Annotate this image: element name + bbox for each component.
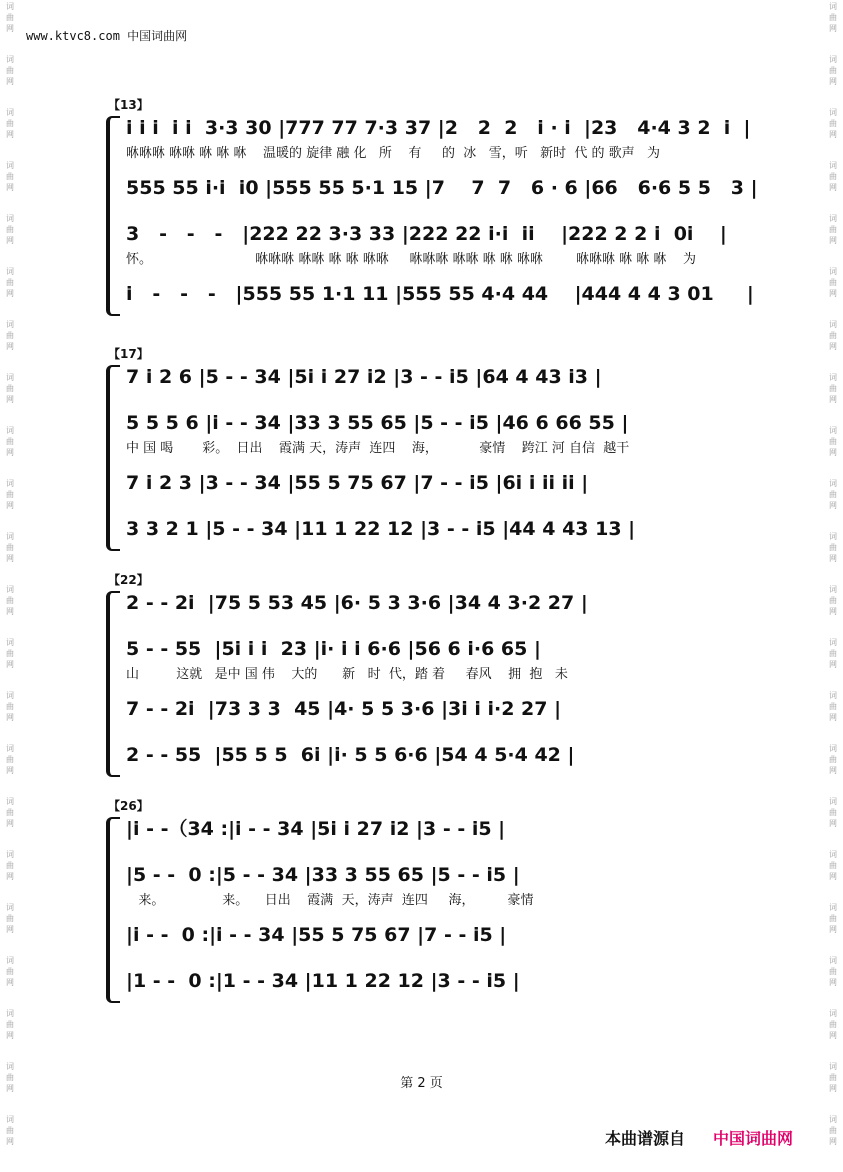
watermark-glyph: 网	[829, 77, 837, 86]
watermark-glyph: 词	[6, 426, 14, 435]
header-site-url: www.ktvc8.com 中国词曲网	[26, 29, 188, 43]
watermark-glyph: 曲	[6, 755, 14, 764]
watermark-glyph: 网	[829, 766, 837, 775]
watermark-glyph: 曲	[6, 702, 14, 711]
watermark-glyph: 词	[829, 479, 837, 488]
watermark-glyph: 曲	[6, 808, 14, 817]
watermark-glyph: 曲	[829, 914, 837, 923]
watermark-glyph: 词	[829, 903, 837, 912]
watermark-glyph: 曲	[6, 66, 14, 75]
watermark-glyph: 曲	[6, 649, 14, 658]
watermark-glyph: 网	[829, 925, 837, 934]
watermark-glyph: 曲	[829, 331, 837, 340]
watermark-glyph: 词	[6, 903, 14, 912]
lyric-line: 中 国 喝 彩。 日出 霞满 天，涛声 连四 海， 豪情 跨江 河 自信 越干	[126, 441, 630, 456]
left-watermark-column	[0, 0, 20, 1172]
notation-line: 7 i 2 6 |5 - - 34 |5i i 27 i2 |3 - - i5 |64 4 43 i3 |	[126, 366, 602, 388]
watermark-glyph: 词	[6, 1062, 14, 1071]
watermark-glyph: 曲	[6, 119, 14, 128]
watermark-glyph: 网	[829, 1137, 837, 1146]
watermark-glyph: 曲	[829, 225, 837, 234]
notation-line: i - - - |555 55 1·1 11 |555 55 4·4 44 |444 4 4 3 01 |	[126, 283, 754, 305]
watermark-glyph: 曲	[829, 278, 837, 287]
watermark-glyph: 词	[829, 426, 837, 435]
watermark-glyph: 网	[6, 978, 14, 987]
watermark-glyph: 曲	[829, 437, 837, 446]
watermark-glyph: 曲	[6, 596, 14, 605]
source-label: 本曲谱源自	[605, 1129, 686, 1148]
source-site-link[interactable]: 中国词曲网	[713, 1129, 794, 1148]
watermark-glyph: 曲	[6, 331, 14, 340]
notation-line: 3 - - - |222 22 3·3 33 |222 22 i·i ii |222 2 2 i 0i |	[126, 223, 727, 245]
watermark-glyph: 曲	[6, 967, 14, 976]
watermark-glyph: 网	[829, 1031, 837, 1040]
watermark-glyph: 网	[6, 183, 14, 192]
watermark-glyph: 词	[829, 691, 837, 700]
watermark-glyph: 网	[6, 342, 14, 351]
watermark-glyph: 网	[829, 289, 837, 298]
notation-line: 5 5 5 6 |i - - 34 |33 3 55 65 |5 - - i5 |46 6 66 55 |	[126, 412, 629, 434]
watermark-glyph: 曲	[829, 755, 837, 764]
watermark-glyph: 词	[829, 2, 837, 11]
watermark-glyph: 网	[6, 236, 14, 245]
watermark-glyph: 曲	[829, 384, 837, 393]
watermark-glyph: 网	[6, 24, 14, 33]
measure-number-label: 【13】	[108, 98, 149, 112]
watermark-glyph: 曲	[6, 861, 14, 870]
system-brace	[106, 817, 120, 1003]
watermark-glyph: 曲	[829, 172, 837, 181]
watermark-glyph: 网	[829, 872, 837, 881]
watermark-glyph: 网	[6, 289, 14, 298]
watermark-glyph: 词	[829, 1009, 837, 1018]
watermark-glyph: 网	[829, 24, 837, 33]
watermark-glyph: 网	[829, 819, 837, 828]
watermark-glyph: 词	[829, 797, 837, 806]
watermark-glyph: 词	[6, 1115, 14, 1124]
watermark-glyph: 词	[6, 744, 14, 753]
watermark-glyph: 曲	[6, 278, 14, 287]
watermark-glyph: 曲	[829, 649, 837, 658]
watermark-glyph: 词	[6, 214, 14, 223]
watermark-glyph: 曲	[829, 13, 837, 22]
watermark-glyph: 曲	[829, 543, 837, 552]
notation-line: 3 3 2 1 |5 - - 34 |11 1 22 12 |3 - - i5 |44 4 43 13 |	[126, 518, 636, 540]
watermark-glyph: 网	[829, 448, 837, 457]
watermark-glyph: 词	[6, 161, 14, 170]
watermark-glyph: 曲	[6, 490, 14, 499]
watermark-glyph: 词	[829, 1115, 837, 1124]
watermark-glyph: 网	[6, 1084, 14, 1093]
notation-line: 7 - - 2i |73 3 3 45 |4· 5 5 3·6 |3i i i·2 27 |	[126, 698, 562, 720]
watermark-glyph: 网	[6, 77, 14, 86]
notation-line: 2 - - 55 |55 5 5 6i |i· 5 5 6·6 |54 4 5·4 42 |	[126, 744, 575, 766]
notation-line: 555 55 i·i i0 |555 55 5·1 15 |7 7 7 6 · 6 |66 6·6 5 5 3 |	[126, 177, 758, 199]
watermark-glyph: 网	[6, 713, 14, 722]
watermark-glyph: 词	[6, 1009, 14, 1018]
measure-number-label: 【26】	[108, 799, 149, 813]
watermark-glyph: 网	[829, 342, 837, 351]
watermark-glyph: 网	[829, 236, 837, 245]
watermark-glyph: 词	[829, 373, 837, 382]
watermark-glyph: 网	[829, 978, 837, 987]
watermark-glyph: 网	[6, 1137, 14, 1146]
watermark-glyph: 曲	[829, 119, 837, 128]
system-brace	[106, 116, 120, 316]
watermark-glyph: 曲	[6, 172, 14, 181]
watermark-glyph: 曲	[6, 437, 14, 446]
watermark-glyph: 词	[6, 2, 14, 11]
watermark-glyph: 曲	[6, 914, 14, 923]
watermark-glyph: 网	[829, 183, 837, 192]
watermark-glyph: 网	[6, 130, 14, 139]
notation-line: |i - - 0 :|i - - 34 |55 5 75 67 |7 - - i5 |	[126, 924, 507, 946]
watermark-glyph: 词	[829, 214, 837, 223]
lyric-line: 来。 来。 日出 霞满 天，涛声 连四 海， 豪情	[126, 893, 534, 908]
watermark-glyph: 曲	[829, 1073, 837, 1082]
notation-line: 7 i 2 3 |3 - - 34 |55 5 75 67 |7 - - i5 |6i i ii ii |	[126, 472, 589, 494]
watermark-glyph: 词	[6, 956, 14, 965]
watermark-glyph: 网	[829, 554, 837, 563]
watermark-glyph: 网	[829, 660, 837, 669]
watermark-glyph: 词	[6, 585, 14, 594]
watermark-glyph: 网	[6, 660, 14, 669]
system-brace	[106, 365, 120, 551]
watermark-glyph: 词	[6, 320, 14, 329]
watermark-glyph: 词	[829, 956, 837, 965]
watermark-glyph: 曲	[829, 861, 837, 870]
watermark-glyph: 词	[829, 638, 837, 647]
watermark-glyph: 词	[6, 373, 14, 382]
notation-line: |5 - - 0 :|5 - - 34 |33 3 55 65 |5 - - i5 |	[126, 864, 520, 886]
page-number: 第 2 页	[400, 1076, 443, 1091]
watermark-glyph: 网	[829, 395, 837, 404]
watermark-glyph: 词	[6, 797, 14, 806]
watermark-glyph: 词	[6, 267, 14, 276]
watermark-glyph: 词	[829, 108, 837, 117]
watermark-glyph: 网	[6, 872, 14, 881]
watermark-glyph: 词	[6, 479, 14, 488]
notation-line: 2 - - 2i |75 5 53 45 |6· 5 3 3·6 |34 4 3·2 27 |	[126, 592, 588, 614]
watermark-glyph: 网	[6, 448, 14, 457]
watermark-glyph: 曲	[829, 1126, 837, 1135]
watermark-glyph: 词	[6, 850, 14, 859]
watermark-glyph: 网	[829, 130, 837, 139]
watermark-glyph: 曲	[6, 13, 14, 22]
watermark-glyph: 词	[829, 55, 837, 64]
watermark-glyph: 词	[829, 1062, 837, 1071]
watermark-glyph: 词	[829, 850, 837, 859]
watermark-glyph: 词	[829, 267, 837, 276]
watermark-glyph: 曲	[829, 808, 837, 817]
watermark-glyph: 词	[829, 744, 837, 753]
watermark-glyph: 曲	[829, 702, 837, 711]
watermark-glyph: 曲	[6, 1126, 14, 1135]
measure-number-label: 【17】	[108, 347, 149, 361]
watermark-glyph: 曲	[6, 543, 14, 552]
watermark-glyph: 网	[829, 713, 837, 722]
watermark-glyph: 词	[6, 532, 14, 541]
watermark-glyph: 曲	[829, 1020, 837, 1029]
watermark-glyph: 曲	[829, 66, 837, 75]
watermark-glyph: 词	[6, 55, 14, 64]
watermark-glyph: 曲	[829, 596, 837, 605]
notation-line: |i - -（34 :|i - - 34 |5i i 27 i2 |3 - - i5 |	[126, 818, 506, 840]
watermark-glyph: 曲	[6, 1020, 14, 1029]
notation-line: i i i i i 3·3 30 |777 77 7·3 37 |2 2 2 i · i |23 4·4 3 2 i |	[126, 117, 751, 139]
watermark-glyph: 词	[6, 691, 14, 700]
watermark-glyph: 网	[6, 925, 14, 934]
watermark-glyph: 曲	[6, 384, 14, 393]
watermark-glyph: 网	[829, 1084, 837, 1093]
watermark-glyph: 网	[6, 501, 14, 510]
watermark-glyph: 词	[6, 638, 14, 647]
notation-line: |1 - - 0 :|1 - - 34 |11 1 22 12 |3 - - i5 |	[126, 970, 520, 992]
notation-line: 5 - - 55 |5i i i 23 |i· i i 6·6 |56 6 i·6 65 |	[126, 638, 541, 660]
watermark-glyph: 词	[829, 585, 837, 594]
watermark-glyph: 网	[6, 607, 14, 616]
watermark-glyph: 曲	[829, 490, 837, 499]
watermark-glyph: 网	[6, 395, 14, 404]
system-brace	[106, 591, 120, 777]
watermark-glyph: 词	[6, 108, 14, 117]
lyric-line: 山 这就 是中 国 伟 大的 新 时 代，踏 着 春风 拥 抱 未	[126, 667, 568, 682]
watermark-glyph: 词	[829, 532, 837, 541]
watermark-glyph: 词	[829, 161, 837, 170]
watermark-glyph: 网	[6, 819, 14, 828]
watermark-glyph: 网	[6, 766, 14, 775]
right-watermark-column	[823, 0, 843, 1172]
watermark-glyph: 曲	[829, 967, 837, 976]
watermark-glyph: 网	[829, 607, 837, 616]
watermark-glyph: 词	[829, 320, 837, 329]
lyric-line: 怀。 咻咻咻 咻咻 咻 咻 咻咻 咻咻咻 咻咻 咻 咻 咻咻 咻咻咻 咻 咻 咻 为	[126, 252, 697, 267]
lyric-line: 咻咻咻 咻咻 咻 咻 咻 温暖的 旋律 融 化 所 有 的 冰 雪，听 新时 代 的 歌声 为	[126, 146, 661, 161]
measure-number-label: 【22】	[108, 573, 149, 587]
watermark-glyph: 曲	[6, 225, 14, 234]
watermark-glyph: 曲	[6, 1073, 14, 1082]
watermark-glyph: 网	[829, 501, 837, 510]
watermark-glyph: 网	[6, 554, 14, 563]
watermark-glyph: 网	[6, 1031, 14, 1040]
